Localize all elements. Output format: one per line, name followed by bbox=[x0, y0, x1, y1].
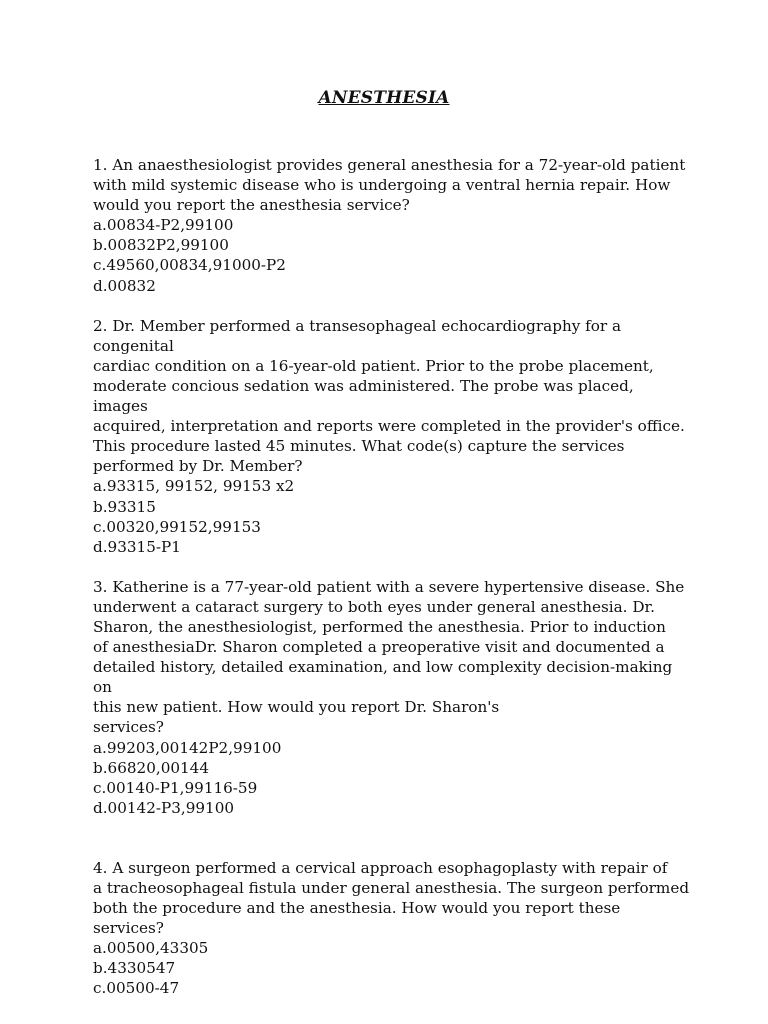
question-1-option-c: c.49560,00834,91000-P2 bbox=[93, 256, 286, 275]
question-spacer bbox=[93, 296, 693, 316]
question-3-option-c: c.00140-P1,99116-59 bbox=[93, 778, 258, 797]
question-2 bbox=[93, 316, 693, 557]
question-2-option-d: d.93315-P1 bbox=[93, 537, 181, 556]
question-4-text: 4. A surgeon performed a cervical approach esophagoplasty with repair of a tracheosophageal fistula under general anesthesia. The surgeon performed both the procedure and the anesthesia. How would you report these services? bbox=[93, 858, 690, 938]
question-spacer bbox=[93, 818, 693, 858]
question-spacer bbox=[93, 557, 693, 577]
question-4-option-a: a.00500,43305 bbox=[93, 939, 209, 958]
question-2-option-a: a.93315, 99152, 99153 x2 bbox=[93, 477, 295, 496]
question-2-option-b: b.93315 bbox=[93, 497, 156, 516]
question-4 bbox=[93, 858, 693, 999]
question-4-options bbox=[93, 938, 693, 998]
question-3-option-d: d.00142-P3,99100 bbox=[93, 798, 235, 817]
question-3-option-b: b.66820,00144 bbox=[93, 758, 210, 777]
question-2-text: 2. Dr. Member performed a transesophageal echocardiography for a congenital cardiac condition on a 16-year-old patient. Prior to the probe placement, moderate concious sedation was administered. The probe was placed, images acquired, interpretation and reports were completed in the provider's office. This procedure lasted 45 minutes. What code(s) capture the services performed by Dr. Member? bbox=[93, 316, 685, 476]
question-1-text: 1. An anaesthesiologist provides general anesthesia for a 72-year-old patient with mild systemic disease who is undergoing a ventral hernia repair. How would you report the anesthesia service? bbox=[93, 156, 686, 215]
question-4-option-b: b.4330547 bbox=[93, 959, 176, 978]
question-3-text: 3. Katherine is a 77-year-old patient with a severe hypertensive disease. She underwent a cataract surgery to both eyes under general anesthesia. Dr. Sharon, the anesthesiologist, performed the anesthesia. Prior to induction of anesthesiaDr. Sharon completed a preoperative visit and documented a detailed history, detailed examination, and low complexity decision-making on this new patient. How would you report Dr. Sharon's services? bbox=[93, 577, 685, 737]
question-3-option-a: a.99203,00142P2,99100 bbox=[93, 738, 282, 757]
question-list bbox=[93, 155, 693, 999]
question-3 bbox=[93, 577, 693, 818]
question-1-option-d: d.00832 bbox=[93, 276, 156, 295]
question-2-option-c: c.00320,99152,99153 bbox=[93, 517, 261, 536]
question-1-options bbox=[93, 215, 693, 295]
question-1-option-b: b.00832P2,99100 bbox=[93, 236, 229, 255]
document-title: ANESTHESIA bbox=[318, 88, 450, 108]
question-1-option-a: a.00834-P2,99100 bbox=[93, 216, 234, 235]
question-2-options bbox=[93, 476, 693, 556]
question-4-option-c: c.00500-47 bbox=[93, 979, 180, 998]
question-1 bbox=[93, 155, 693, 296]
question-3-options bbox=[93, 738, 693, 818]
